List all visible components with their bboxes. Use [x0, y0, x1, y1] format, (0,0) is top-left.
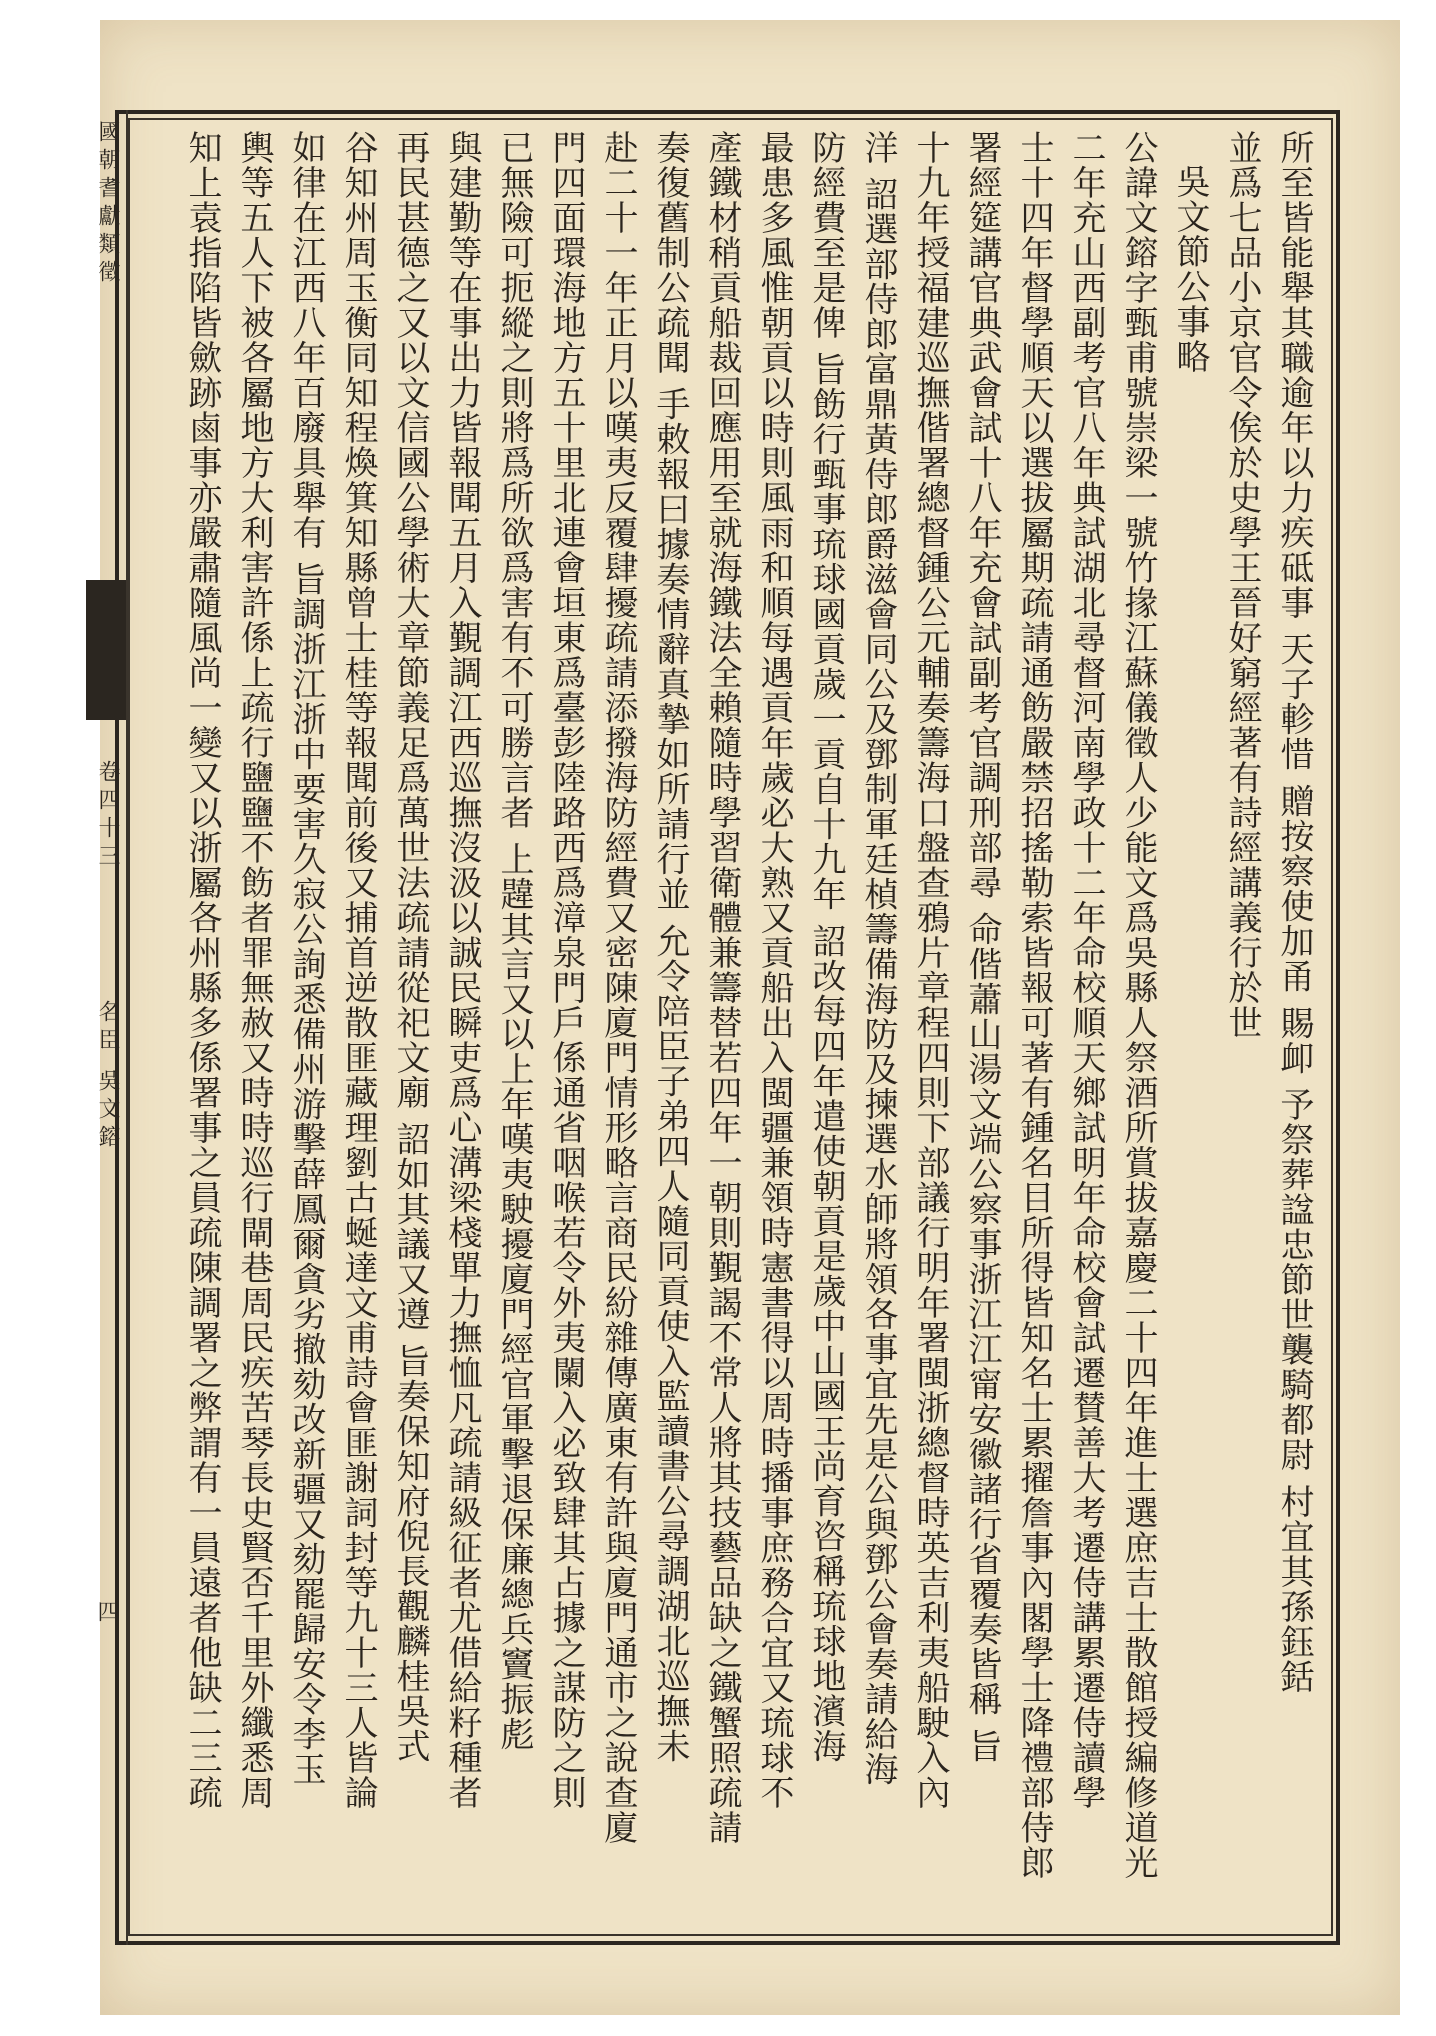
text-column: 門四面環海地方五十里北連會垣東爲臺彭陸路西爲漳泉門戶係通省咽喉若令外夷闌入必致肆其占據之謀防之則	[546, 130, 586, 1810]
text-column: 所至皆能舉其職逾年以力疾砥事 天子軫惜 贈按察使加甬 賜卹 予祭葬諡忠節世襲騎都尉 村宜其孫鈺銛	[1274, 130, 1314, 1695]
text-column: 最患多風惟朝貢以時則風雨和順每遇貢年歲必大熟又貢船出入閩疆兼領時憲書得以周時播事庶務合宜又琉球不	[754, 130, 794, 1810]
text-column: 產鐵材稍貢船裁回應用至就海鐵法全賴隨時學習衛體兼籌替若四年一朝則覲謁不常人將其技藝品缺之鐵蟹照疏請	[702, 130, 742, 1845]
text-column: 二年充山西副考官八年典試湖北尋督河南學政十二年命校順天鄉試明年命校會試遷賛善大考遷侍講累遷侍讀學	[1066, 130, 1106, 1810]
text-column: 十九年授福建巡撫偕署總督鍾公元輔奏籌海口盤查鴉片章程四則下部議行明年署閩浙總督時英吉利夷船駛入內	[910, 130, 950, 1810]
banxin-person: 吳文鎔	[95, 1069, 120, 1153]
text-column: 署經筵講官典武會試十八年充會試副考官調刑部尋 命偕蕭山湯文端公察事浙江江甯安徽諸行省覆奏皆稱 旨	[962, 130, 1002, 1764]
text-column: 如律在江西八年百廢具舉有 旨調浙江浙中要害久寂公詢悉備州游擊薛鳳爾貪劣撤劾改新疆又劾罷歸安令李玉	[286, 130, 326, 1787]
text-column: 與建勤等在事出力皆報聞五月入覲調江西巡撫沒汲以誠民瞬吏爲心溝梁棧單力撫恤凡疏請級征者尤借給籽種者	[442, 130, 482, 1810]
text-column: 並爲七品小京官令俟於史學王晉好窮經著有詩經講義行於世	[1222, 130, 1262, 1040]
text-column: 再民甚德之又以文信國公學術大章節義足爲萬世法疏請從祀文廟 詔如其議又遵 旨奏保知府倪長觀麟桂吳式	[390, 130, 430, 1764]
banxin-sub	[92, 1000, 122, 1153]
banxin-category: 名臣	[95, 1000, 120, 1056]
fishtail-block	[86, 580, 126, 720]
banxin-title	[92, 120, 122, 288]
text-column: 已無險可扼縱之則將爲所欲爲害有不可勝言者 上韙其言又以上年嘆夷駛擾廈門經官軍擊退保廉總兵竇振彪	[494, 130, 534, 1752]
banxin-section	[92, 760, 122, 872]
text-column: 谷知州周玉衡同知程煥箕知縣曾士桂等報聞前後又捕首逆散匪藏理劉古蜒達文甫詩會匪謝詞封等九十三人皆論	[338, 130, 378, 1810]
banxin-section-label: 卷四十三	[95, 760, 120, 872]
text-column: 公諱文鎔字甄甫號崇梁一號竹掾江蘇儀徵人少能文爲吳縣人祭酒所賞拔嘉慶二十四年進士選庶吉士散館授編修道光	[1118, 130, 1158, 1880]
text-column: 洋 詔選部侍郎富鼎黃侍郎爵滋會同公及鄧制軍廷楨籌備海防及揀選水師將領各事宜先是公與鄧公會奏請給海	[858, 130, 898, 1787]
section-heading: 吳文節公事略	[1170, 164, 1210, 374]
text-column: 赴二十一年正月以嘆夷反覆肆擾疏請添撥海防經費又密陳廈門情形略言商民紛雜傳廣東有許與廈門通市之說查廈	[598, 130, 638, 1845]
folio-number-text: 四	[94, 1600, 119, 1622]
vertical-text-body	[140, 130, 1320, 1930]
text-column: 士十四年督學順天以選拔屬期疏請通飭嚴禁招搖勒索皆報可著有鍾名目所得皆知名士累擢詹事內閣學士降禮部侍郎	[1014, 130, 1054, 1880]
text-column: 輿等五人下被各屬地方大利害許係上疏行鹽鹽不飭者罪無赦又時時巡行閘巷周民疾苦琴長史賢否千里外纖悉周	[234, 130, 274, 1810]
text-column: 防經費至是俾 旨飭行甄事琉球國貢歲一貢自十九年 詔改每四年遣使朝貢是歲中山國王尚育咨稱琉球地濱海	[806, 130, 846, 1764]
text-column: 奏復舊制公疏聞 手敕報曰據奏情辭真摯如所請行並 允令陪臣子弟四人隨同貢使入監讀書公尋調湖北巡撫未	[650, 130, 690, 1764]
text-column: 知上袁指陷皆歛跡鹵事亦嚴肅隨風尚一變又以浙屬各州縣多係署事之員疏陳調署之弊謂有一員遠者他缺二三疏	[182, 130, 222, 1810]
banxin-book-title: 國朝耆獻類徵	[95, 120, 120, 288]
folio-number	[92, 1600, 122, 1622]
